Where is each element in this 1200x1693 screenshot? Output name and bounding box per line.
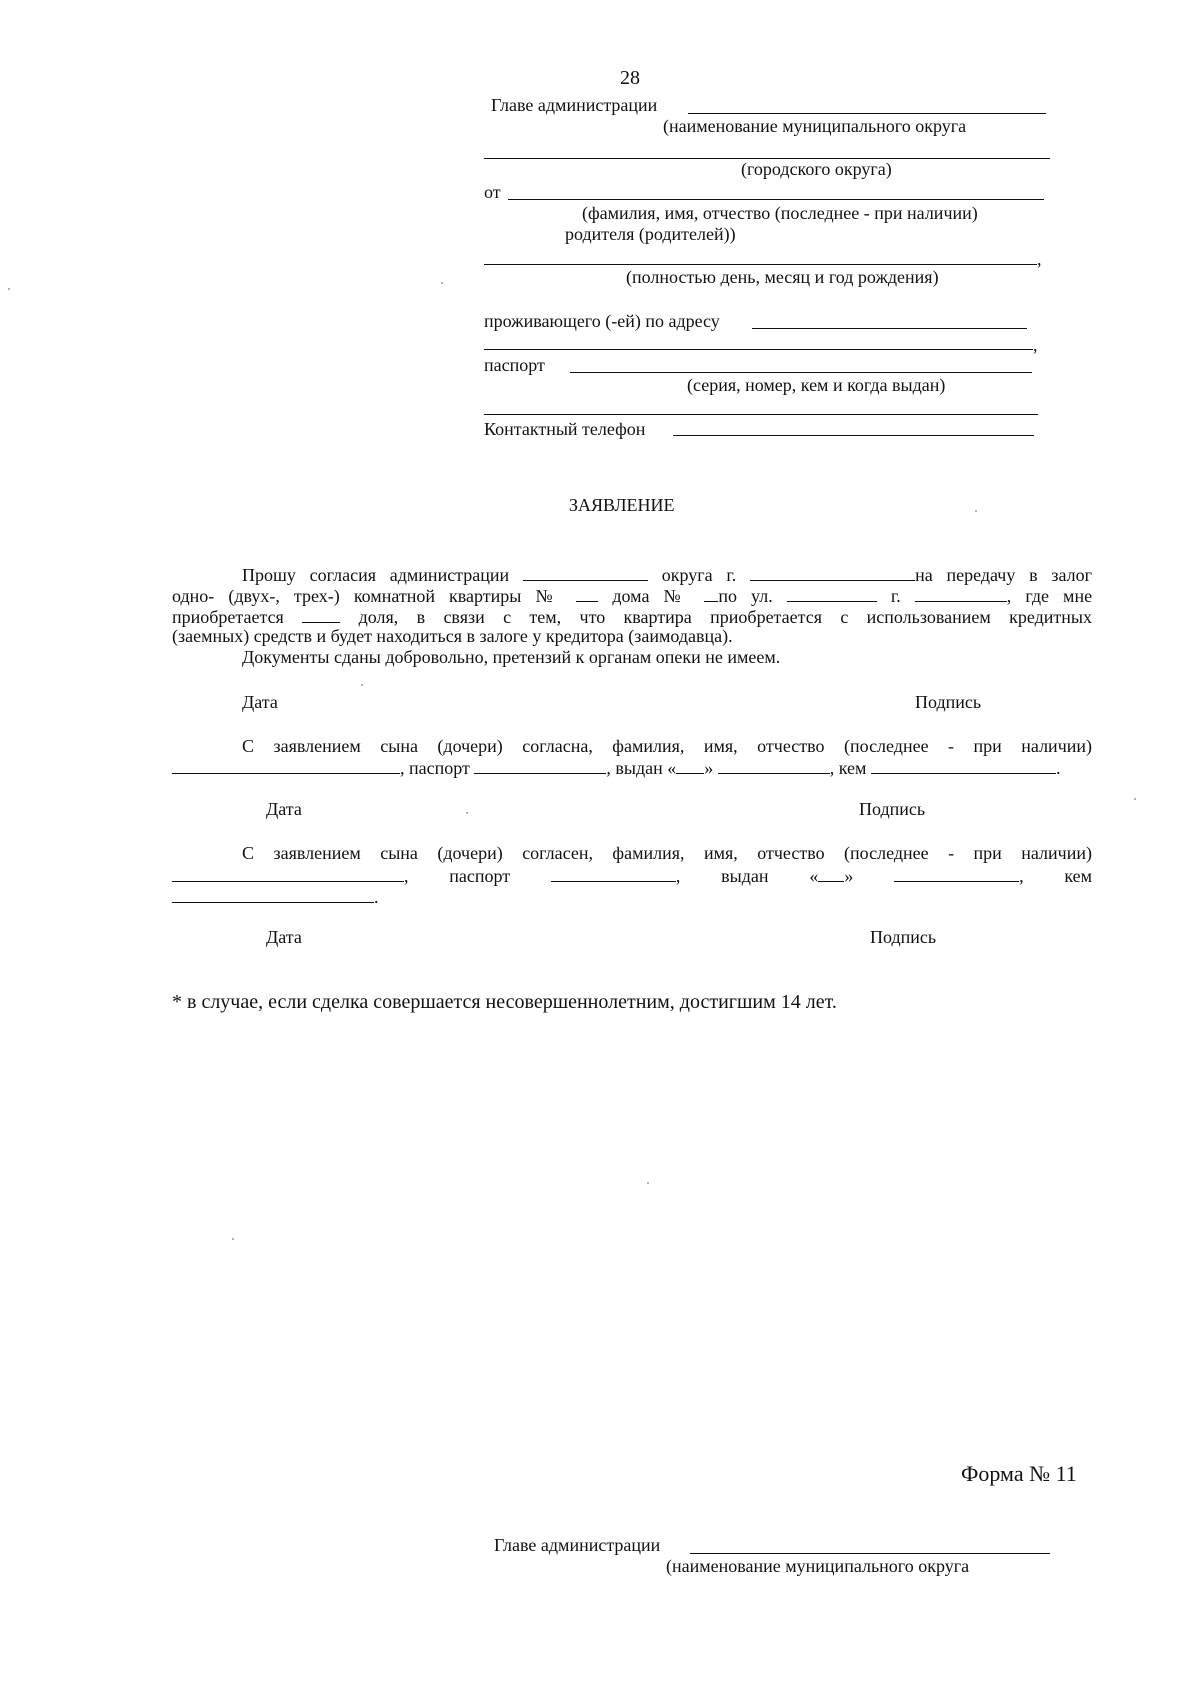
signature-label: Подпись	[870, 927, 937, 947]
blank-line	[172, 865, 404, 882]
scan-speck	[8, 288, 10, 290]
blank-line	[172, 757, 400, 774]
parent-line-comma: ,	[1037, 249, 1042, 269]
blank-line	[894, 865, 1019, 882]
blank-line	[871, 757, 1056, 774]
body-line-2	[172, 585, 1092, 605]
blank-line	[704, 585, 718, 602]
body-text: на передачу в залог	[915, 565, 1093, 586]
body-text: дома №	[612, 586, 691, 607]
address-line-2	[484, 349, 1033, 350]
consent-text: .	[1055, 758, 1061, 779]
city-hint: (городского округа)	[741, 159, 892, 179]
next-municipal-hint: (наименование муниципального округа	[666, 1556, 970, 1576]
consent-text: ,	[675, 866, 681, 887]
consent-text: »	[844, 866, 854, 887]
parent-hint-2: родителя (родителей))	[565, 224, 736, 244]
consent-text: .	[374, 887, 379, 908]
addressee-label: Главе администрации	[491, 95, 658, 115]
footnote: * в случае, если сделка совершается несовершеннолетним, достигшим 14 лет.	[172, 991, 837, 1013]
parent-hint-1: (фамилия, имя, отчество (последнее - при наличии)	[582, 203, 978, 223]
scan-speck	[441, 282, 443, 284]
body-line-1	[242, 564, 1092, 584]
address-line-comma: ,	[1033, 335, 1038, 355]
scan-speck	[361, 684, 363, 686]
scan-speck	[466, 812, 468, 814]
consent-text: , кем	[829, 758, 867, 779]
blank-line	[750, 564, 915, 581]
consent-text: ,	[1019, 866, 1024, 887]
scan-speck	[975, 510, 977, 512]
body-line-5: Документы сданы добровольно, претензий к органам опеки не имеем.	[242, 647, 781, 667]
document-title: ЗАЯВЛЕНИЕ	[569, 495, 675, 515]
blank-line	[172, 886, 374, 903]
date-label: Дата	[266, 927, 302, 947]
passport-line	[570, 372, 1032, 373]
body-text: г.	[890, 586, 901, 607]
consent-text: ,	[404, 866, 409, 887]
body-text: , где мне	[1006, 586, 1093, 607]
body-line-4: (заемных) средств и будет находиться в залоге у кредитора (заимодавца).	[172, 626, 733, 646]
from-line	[508, 199, 1044, 200]
consent-text: кем	[1064, 866, 1093, 887]
next-addressee-label: Главе администрации	[494, 1535, 661, 1555]
body-text: приобретается	[172, 607, 284, 628]
body-text: доля, в связи с тем, что квартира приобретается с использованием кредитных	[358, 607, 1093, 628]
consent-text: паспорт	[449, 866, 511, 887]
consent-text: «	[809, 866, 819, 887]
address-line	[752, 328, 1027, 329]
passport-label: паспорт	[484, 355, 545, 375]
consent-2-line-2	[172, 865, 1092, 885]
signature-label: Подпись	[915, 692, 982, 712]
consent-1-line-2	[172, 757, 1060, 777]
blank-line	[474, 757, 606, 774]
consent-text: , паспорт	[400, 758, 470, 779]
blank-line	[818, 865, 844, 882]
blank-line	[551, 865, 676, 882]
consent-text: выдан	[721, 866, 769, 887]
blank-line	[718, 757, 830, 774]
birth-hint: (полностью день, месяц и год рождения)	[626, 267, 939, 287]
body-text: по ул.	[718, 586, 773, 607]
next-addressee-line	[690, 1553, 1050, 1554]
body-text: Прошу согласия администрации	[242, 565, 510, 586]
consent-text: »	[704, 758, 714, 779]
address-label: проживающего (-ей) по адресу	[484, 311, 720, 331]
date-label: Дата	[266, 799, 302, 819]
consent-1-line-1: С заявлением сына (дочери) согласна, фамилия, имя, отчество (последнее - при наличии)	[242, 736, 1092, 756]
body-line-3	[172, 606, 1092, 626]
body-text: округа г.	[661, 565, 737, 586]
body-text: одно- (двух-, трех-) комнатной квартиры №	[172, 586, 563, 607]
addressee-line	[688, 113, 1046, 114]
consent-2-line-1: С заявлением сына (дочери) согласен, фамилия, имя, отчество (последнее - при наличии)	[242, 843, 1092, 863]
scan-speck	[1134, 798, 1136, 800]
blank-line	[787, 585, 877, 602]
consent-2-line-3	[172, 886, 379, 906]
from-label: от	[484, 182, 501, 202]
page-number: 28	[620, 67, 640, 89]
parent-line	[484, 264, 1037, 265]
scan-speck	[647, 1182, 649, 1184]
passport-line-2	[484, 414, 1038, 415]
blank-line	[523, 564, 648, 581]
blank-line	[676, 757, 704, 774]
signature-label: Подпись	[859, 799, 926, 819]
consent-text: , выдан «	[606, 758, 677, 779]
blank-line	[915, 585, 1007, 602]
blank-line	[302, 606, 340, 623]
municipal-hint: (наименование муниципального округа	[663, 116, 967, 136]
scan-speck	[232, 1238, 234, 1240]
phone-label: Контактный телефон	[484, 419, 646, 439]
form-number: Форма № 11	[961, 1461, 1077, 1486]
passport-hint: (серия, номер, кем и когда выдан)	[687, 375, 946, 395]
date-label: Дата	[242, 692, 278, 712]
blank-line	[576, 585, 598, 602]
phone-line	[673, 435, 1034, 436]
